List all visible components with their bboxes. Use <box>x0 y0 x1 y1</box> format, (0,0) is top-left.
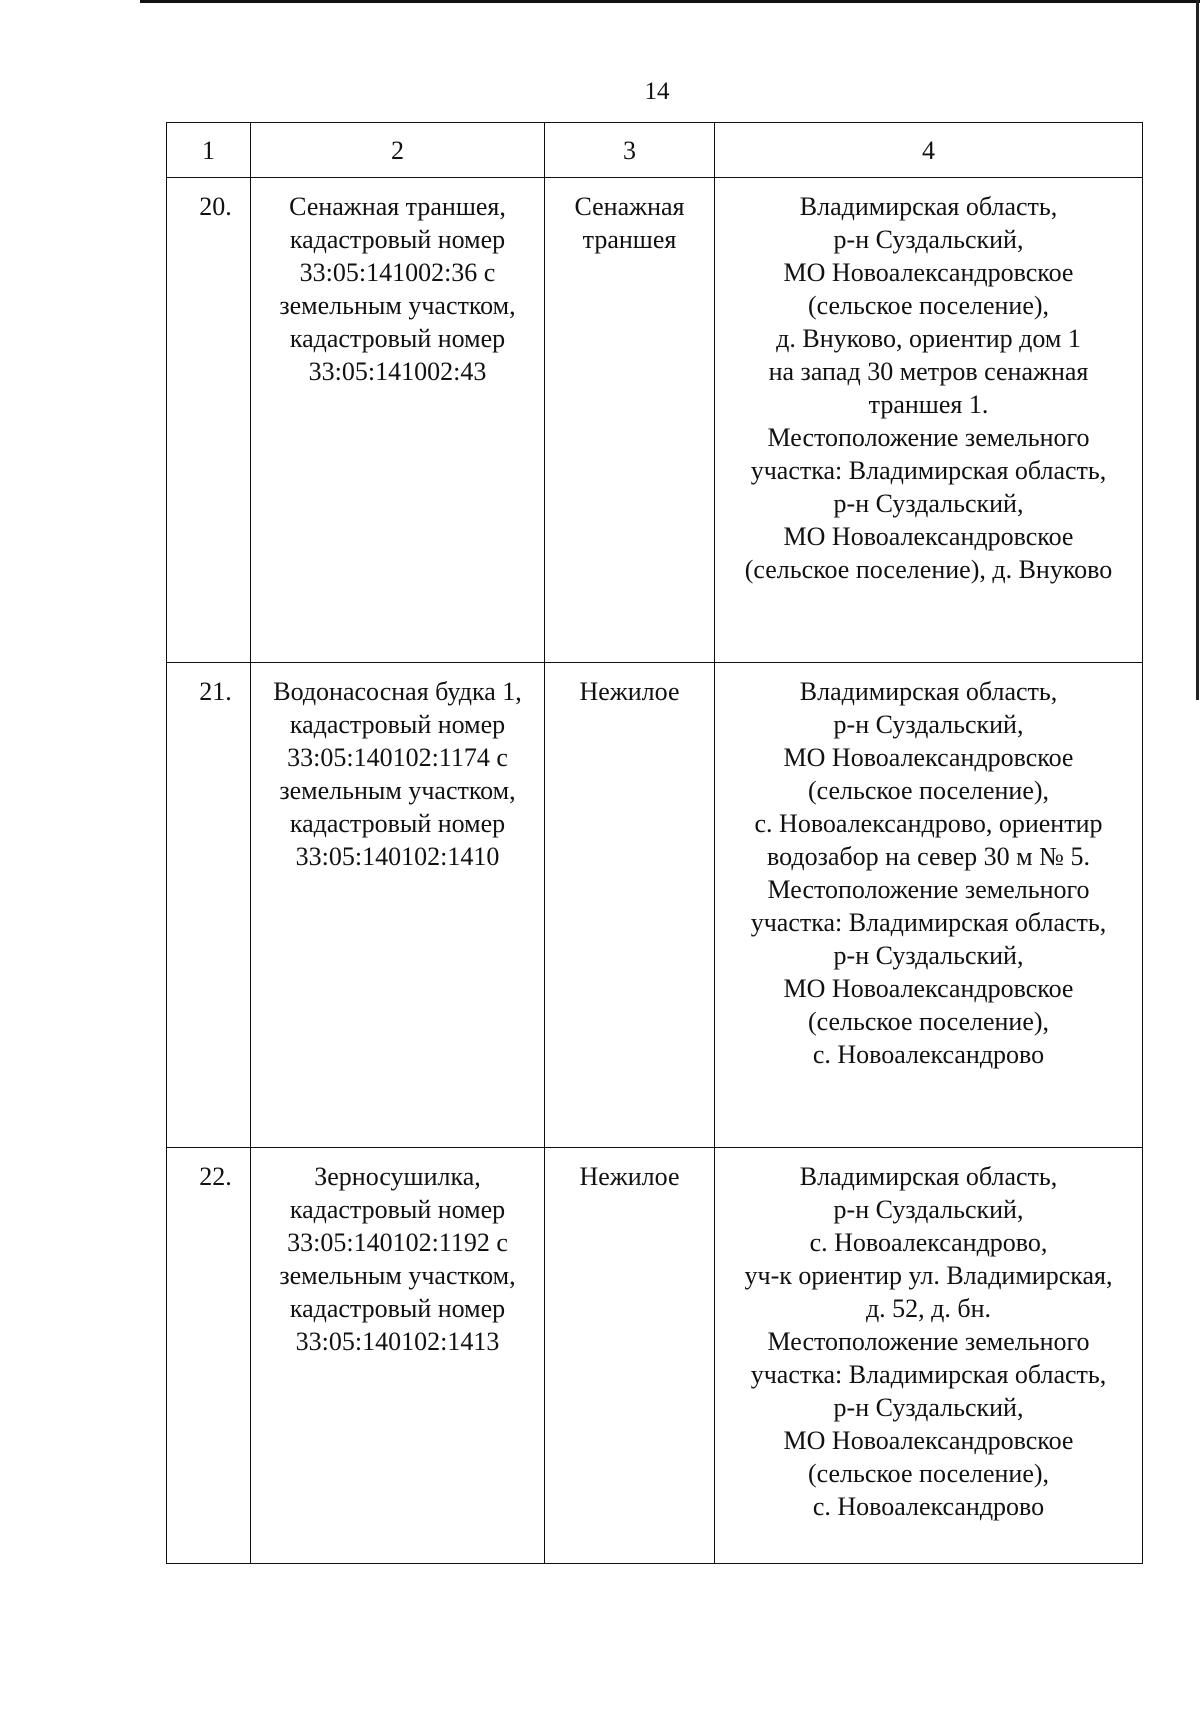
address-cell <box>715 178 1143 663</box>
object-name-cell-line: 33:05:140102:1410 <box>295 842 500 871</box>
object-name-cell-line: кадастровый номер <box>289 1294 506 1323</box>
address-cell-line: д. Внуково, ориентир дом 1 <box>776 324 1081 353</box>
address-cell-line: р-н Суздальский, <box>833 1393 1024 1422</box>
address-cell-line: (сельское поселение), <box>807 1459 1050 1488</box>
object-type-cell <box>545 663 715 1148</box>
address-cell-line: р-н Суздальский, <box>833 941 1024 970</box>
property-table <box>166 122 1143 1564</box>
object-name-cell-line: 33:05:140102:1174 с <box>287 743 508 772</box>
object-name-cell-line: земельным участком, <box>279 776 516 805</box>
address-cell <box>715 1148 1143 1564</box>
object-name-cell-line: Водонасосная будка 1, <box>273 677 522 706</box>
address-cell-line: Владимирская область, <box>799 192 1058 221</box>
address-cell-line: д. 52, д. бн. <box>865 1294 992 1323</box>
address-cell-line: Местоположение земельного <box>767 423 1090 452</box>
address-cell-line: Местоположение земельного <box>767 875 1090 904</box>
top-edge-line <box>140 0 1200 3</box>
address-cell-line: р-н Суздальский, <box>833 1195 1024 1224</box>
page-number: 14 <box>644 78 670 105</box>
object-name-cell <box>251 1148 545 1564</box>
address-cell-line: МО Новоалександровское <box>783 258 1074 287</box>
address-cell-line: уч-к ориентир ул. Владимирская, <box>744 1261 1113 1290</box>
object-name-cell <box>251 178 545 663</box>
address-cell-line: (сельское поселение), д. Внуково <box>744 555 1113 584</box>
table-header-row <box>167 123 1143 178</box>
row-number: 22. <box>167 1148 251 1564</box>
row-number: 21. <box>167 663 251 1148</box>
row-number: 20. <box>167 178 251 663</box>
object-name-cell-line: земельным участком, <box>279 291 516 320</box>
table-row <box>167 663 1143 1148</box>
address-cell-line: МО Новоалександровское <box>783 974 1074 1003</box>
address-cell-line: (сельское поселение), <box>807 291 1050 320</box>
object-name-cell-line: земельным участком, <box>279 1261 516 1290</box>
address-cell-line: Владимирская область, <box>799 1162 1058 1191</box>
object-name-cell-line: 33:05:140102:1413 <box>295 1327 500 1356</box>
address-cell-line: МО Новоалександровское <box>783 743 1074 772</box>
address-cell-line: (сельское поселение), <box>807 1007 1050 1036</box>
object-name-cell-line: кадастровый номер <box>289 1195 506 1224</box>
address-cell-line: водозабор на север 30 м № 5. <box>767 842 1090 871</box>
address-cell-line: р-н Суздальский, <box>833 489 1024 518</box>
object-name-cell-line: кадастровый номер <box>289 710 506 739</box>
address-cell-line: с. Новоалександрово <box>812 1040 1045 1069</box>
object-type-cell-line: Нежилое <box>579 1162 680 1191</box>
object-type-cell <box>545 1148 715 1564</box>
object-type-cell-line: Сенажная <box>574 192 685 221</box>
object-type-cell-line: Нежилое <box>579 677 680 706</box>
object-name-cell-line: Сенажная траншея, <box>289 192 506 221</box>
column-header: 1 <box>167 123 251 178</box>
object-type-cell-line: траншея <box>582 225 677 254</box>
address-cell-line: р-н Суздальский, <box>833 710 1024 739</box>
address-cell-line: участка: Владимирская область, <box>750 1360 1107 1389</box>
object-name-cell-line: 33:05:140102:1192 с <box>287 1228 508 1257</box>
address-cell-line: с. Новоалександрово <box>812 1492 1045 1521</box>
column-header: 3 <box>545 123 715 178</box>
address-cell-line: участка: Владимирская область, <box>750 908 1107 937</box>
address-cell-line: траншея 1. <box>868 390 989 419</box>
object-name-cell-line: кадастровый номер <box>289 225 506 254</box>
address-cell-line: Владимирская область, <box>799 677 1058 706</box>
address-cell-line: на запад 30 метров сенажная <box>768 357 1089 386</box>
address-cell-line: р-н Суздальский, <box>833 225 1024 254</box>
object-name-cell-line: 33:05:141002:43 <box>308 357 487 386</box>
address-cell-line: с. Новоалександрово, <box>809 1228 1048 1257</box>
object-name-cell-line: кадастровый номер <box>289 809 506 838</box>
object-name-cell <box>251 663 545 1148</box>
address-cell-line: участка: Владимирская область, <box>750 456 1107 485</box>
address-cell-line: МО Новоалександровское <box>783 1426 1074 1455</box>
address-cell-line: с. Новоалександрово, ориентир <box>754 809 1103 838</box>
object-name-cell-line: 33:05:141002:36 с <box>299 258 496 287</box>
object-type-cell <box>545 178 715 663</box>
table-row <box>167 1148 1143 1564</box>
address-cell-line: МО Новоалександровское <box>783 522 1074 551</box>
address-cell-line: Местоположение земельного <box>767 1327 1090 1356</box>
object-name-cell-line: Зерносушилка, <box>314 1162 481 1191</box>
address-cell <box>715 663 1143 1148</box>
object-name-cell-line: кадастровый номер <box>289 324 506 353</box>
address-cell-line: (сельское поселение), <box>807 776 1050 805</box>
column-header: 4 <box>715 123 1143 178</box>
column-header: 2 <box>251 123 545 178</box>
table-row <box>167 178 1143 663</box>
